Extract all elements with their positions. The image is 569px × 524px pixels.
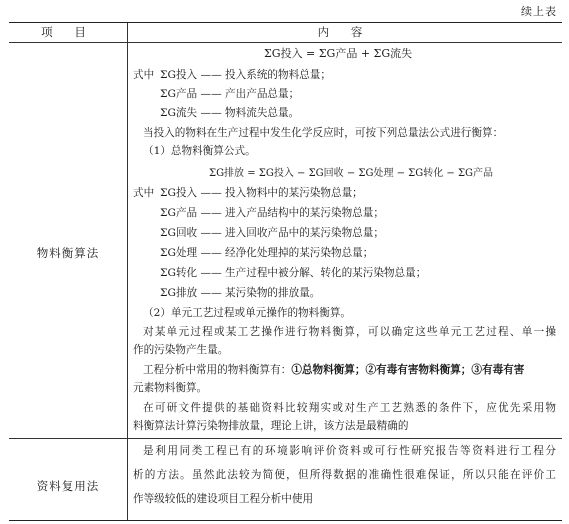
- method-table: [9, 22, 562, 521]
- where-label: 式中: [133, 187, 155, 199]
- paragraph-text: 是利用同类工程已有的环境影响评价资料或可行性研究报告等资料进行工程分: [143, 445, 556, 457]
- definition-item: ΣG排放 —— 某污染物的排放量。: [160, 287, 321, 299]
- definition-item: ΣG产品 —— 产出产品总量；: [160, 88, 300, 100]
- paragraph-lead: 工程分析中常用的物料衡算有：: [143, 364, 292, 376]
- paragraph-text: 作的污染物产生量。: [133, 344, 229, 356]
- header-content: 内 容: [317, 25, 372, 39]
- definition-item: ΣG投入 —— 投入物料中的某污染物总量；: [160, 187, 363, 199]
- where-label: 式中: [133, 69, 155, 81]
- column-divider: [127, 23, 128, 520]
- subheading: （2）单元工艺过程或单元操作的物料衡算。: [143, 307, 352, 319]
- paragraph-text: 当投入的物料在生产过程中发生化学反应时，可按下列总量法公式进行衡算：: [143, 127, 504, 139]
- definition-item: ΣG产品 —— 进入产品结构中的某污染物总量；: [160, 207, 384, 219]
- definition-item: ΣG流失 —— 物料流失总量。: [160, 107, 300, 119]
- continued-label: 续上表: [521, 5, 557, 18]
- header-item: 项 目: [41, 25, 95, 39]
- definition-item: ΣG投入 —— 投入系统的物料总量；: [160, 69, 331, 81]
- paragraph-text: 元素物料衡算。: [133, 382, 208, 394]
- row-label-material-balance: 物料衡算法: [36, 246, 100, 260]
- paragraph-text: [143, 363, 524, 377]
- formula-emission: ΣG排放 = ΣG投入 − ΣG回收 − ΣG处理 − ΣG转化 − ΣG产品: [209, 168, 494, 179]
- row-divider: [9, 438, 562, 439]
- formula-total-balance: ΣG投入 = ΣG产品 + ΣG流失: [264, 47, 413, 60]
- paragraph-text: 在可研文件提供的基础资料比较翔实或对生产工艺熟悉的条件下，应优先采用物: [143, 402, 556, 414]
- definition-item: ΣG处理 —— 经净化处理掉的某污染物总量；: [160, 247, 374, 259]
- subheading: （1）总物料衡算公式。: [143, 145, 256, 157]
- row-label-data-reuse: 资料复用法: [36, 479, 100, 493]
- paragraph-text: 析的方法。虽然此法较为简便，但所得数据的准确性很难保证，所以只能在评价工: [133, 469, 556, 481]
- header-divider: [9, 42, 562, 43]
- balance-types: ①总物料衡算；②有毒有害物料衡算；③有毒有害: [291, 364, 525, 376]
- paragraph-text: 作等级较低的建设项目工程分析中使用: [133, 493, 314, 505]
- paragraph-text: 料衡算法计算污染物排放量，理论上讲，该方法是最精确的: [133, 420, 409, 432]
- paragraph-text: 对某单元过程或某工艺操作进行物料衡算，可以确定这些单元工艺过程、单一操: [143, 326, 556, 338]
- definition-item: ΣG回收 —— 进入回收产品中的某污染物总量；: [160, 227, 384, 239]
- definition-item: ΣG转化 —— 生产过程中被分解、转化的某污染物总量；: [160, 267, 427, 279]
